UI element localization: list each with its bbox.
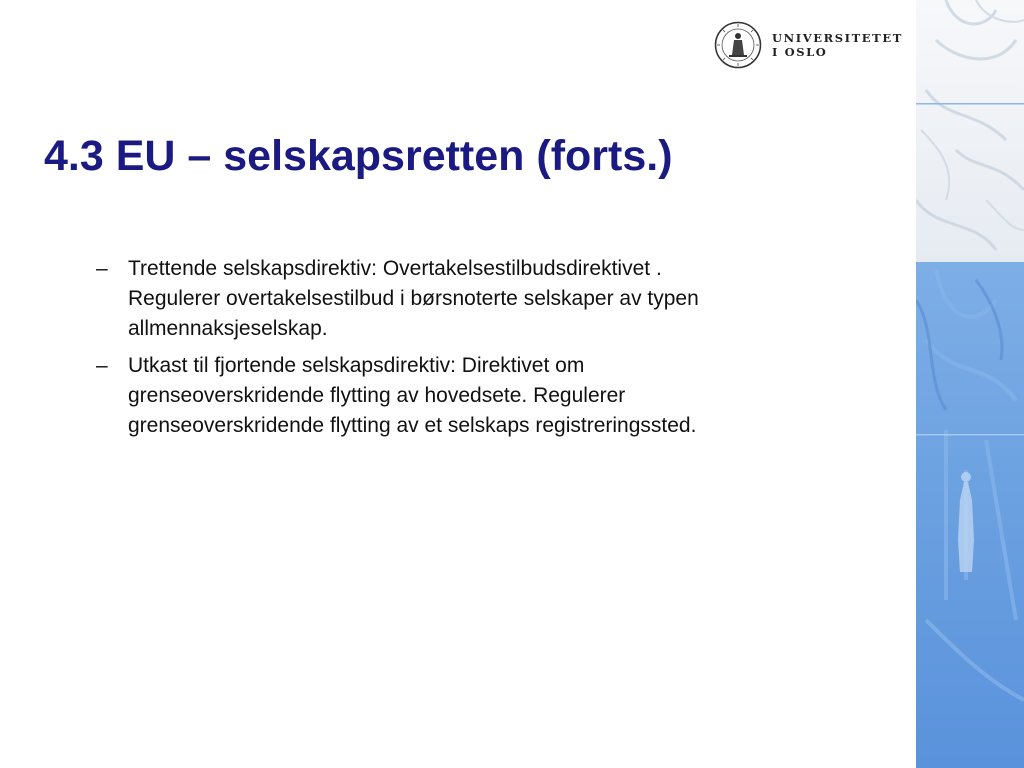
university-seal-icon	[714, 21, 762, 69]
university-logo	[714, 20, 903, 70]
bullet-1-line-2: Regulerer overtakelsestilbud i børsnoterte selskaper av typen	[128, 287, 699, 310]
logo-line-2: I OSLO	[772, 45, 828, 59]
bullet-2-line-2: grenseoverskridende flytting av hovedsete. Regulerer	[128, 384, 626, 407]
statue-background-image	[916, 0, 1024, 768]
bullet-1-line-3: allmennaksjeselskap.	[128, 317, 328, 340]
bullet-dash-marker: –	[96, 354, 108, 377]
bullet-1-line-1: Trettende selskapsdirektiv: Overtakelsestilbudsdirektivet .	[128, 257, 662, 280]
decorative-side-strip	[916, 0, 1024, 768]
bullet-list	[96, 254, 836, 448]
bullet-dash-marker: –	[96, 257, 108, 280]
bullet-item-2	[96, 351, 836, 441]
bullet-2-line-1: Utkast til fjortende selskapsdirektiv: Direktivet om	[128, 354, 585, 377]
bullet-item-1	[96, 254, 836, 344]
bullet-2-line-3: grenseoverskridende flytting av et selskaps registreringssted.	[128, 414, 697, 437]
slide-title: 4.3 EU – selskapsretten (forts.)	[44, 132, 673, 180]
logo-line-1: UNIVERSITETET	[772, 31, 903, 45]
